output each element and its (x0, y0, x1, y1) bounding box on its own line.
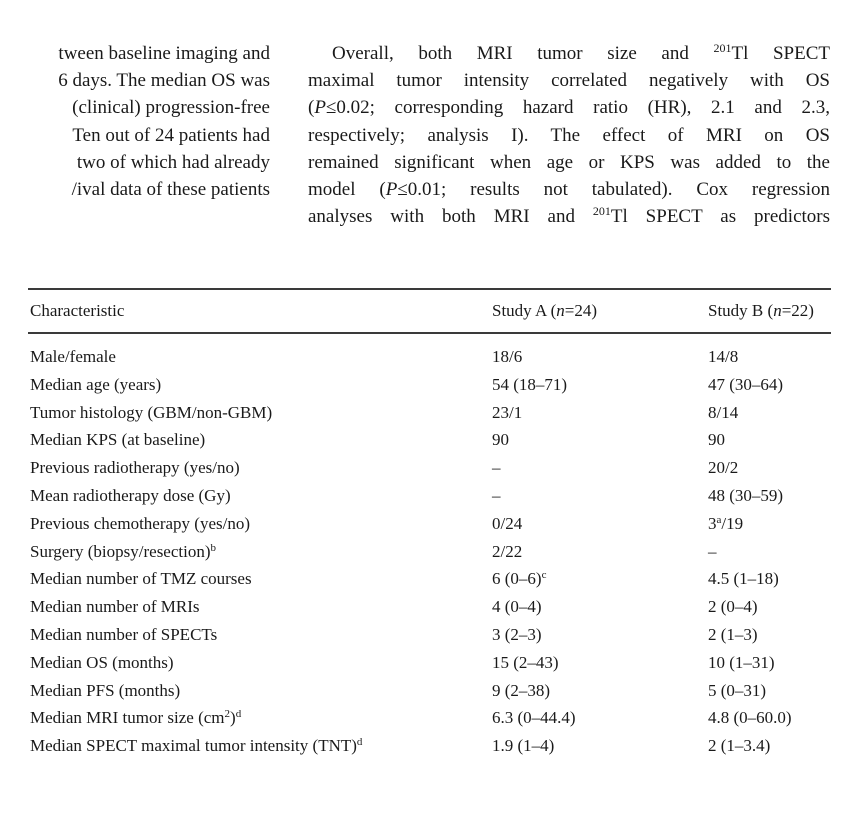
characteristic-text: Surgery (biopsy/resection) (30, 541, 211, 561)
row-characteristic (30, 706, 241, 730)
cell-text: 8/14 (708, 402, 739, 422)
left-text-line: /ival data of these patients (71, 179, 270, 201)
row-characteristic (30, 401, 272, 425)
cell-text: 2 (1–3) (708, 625, 758, 644)
table-row (0, 345, 860, 369)
text-run: ≤0.02; corresponding hazard ratio (HR), 2.1 and 2.3, (325, 97, 830, 119)
row-study-a-value (492, 373, 567, 397)
table-row (0, 679, 860, 703)
row-study-a-value (492, 651, 559, 675)
row-study-b-value (708, 428, 725, 452)
table-row (0, 623, 860, 647)
footnote-marker: a (716, 513, 722, 526)
text-run: Overall, both MRI tumor size and (332, 43, 714, 64)
row-study-b-value (708, 345, 738, 369)
cell-text: 10 (1–31) (708, 652, 775, 672)
header-study-b (708, 299, 814, 323)
cell-text: 47 (30–64) (708, 374, 784, 394)
row-characteristic (30, 595, 200, 619)
row-study-b-value (708, 373, 783, 397)
characteristic-text: Median number of SPECTs (30, 625, 218, 644)
text-run: Study A ( (492, 301, 557, 320)
row-study-a-value (492, 456, 501, 480)
text-run: Tl SPECT as predictors (610, 206, 830, 228)
characteristic-text: Median MRI tumor size (cm (30, 708, 225, 728)
characteristic-text: Median number of TMZ courses (30, 569, 252, 589)
left-text-line: (clinical) progression-free (72, 97, 270, 119)
left-text-line: Ten out of 24 patients had (72, 124, 270, 146)
text-run: Study B ( (708, 301, 774, 320)
cell-text: 2 (1–3.4) (708, 736, 771, 756)
row-study-a-value (492, 345, 522, 369)
row-characteristic (30, 540, 216, 564)
row-characteristic (30, 567, 252, 591)
cell-text: 23/1 (492, 402, 523, 422)
header-study-a (492, 299, 597, 323)
table-row (0, 401, 860, 425)
row-study-b-value (708, 567, 779, 591)
row-study-a-value (492, 540, 522, 564)
table-row (0, 428, 860, 452)
cell-text: – (492, 486, 501, 505)
right-text-line (308, 203, 830, 230)
table-row (0, 512, 860, 536)
text-run: =22) (781, 301, 814, 320)
row-characteristic (30, 345, 116, 369)
cell-text: 0/24 (492, 513, 523, 533)
table-row (0, 706, 860, 730)
row-study-b-value (708, 706, 792, 730)
row-characteristic (30, 428, 205, 452)
table-row (0, 456, 860, 480)
cell-text: – (492, 458, 501, 478)
text-run: =24) (564, 301, 597, 320)
cell-text: 18/6 (492, 347, 523, 366)
cell-text: 6.3 (0–44.4) (492, 708, 576, 728)
p-symbol: P (314, 97, 326, 119)
cell-text: 54 (18–71) (492, 374, 568, 394)
left-text-line: two of which had already (76, 151, 270, 173)
footnote-marker: d (356, 736, 363, 749)
text-run: ≤0.01; results not tabulated). Cox regression (397, 179, 830, 201)
row-characteristic (30, 456, 240, 480)
characteristic-text: Median SPECT maximal tumor intensity (TNT) (30, 736, 357, 756)
row-study-b-value (708, 484, 783, 508)
cell-text: 2 (0–4) (708, 597, 758, 617)
row-study-b-value (708, 623, 758, 647)
row-characteristic (30, 623, 217, 647)
right-text-line: maximal tumor intensity correlated negatively with OS (308, 70, 830, 92)
n-symbol: n (773, 301, 782, 320)
p-symbol: P (385, 179, 398, 201)
footnote-marker: 2 (224, 708, 231, 721)
row-study-b-value (708, 540, 717, 564)
row-study-a-value (492, 595, 542, 619)
header-characteristic: Characteristic (30, 301, 125, 320)
row-characteristic (30, 651, 174, 675)
text-run: Tl SPECT (731, 43, 830, 64)
cell-text: 3 (2–3) (492, 625, 542, 644)
footnote-marker: d (235, 708, 242, 721)
cell-text: 90 (708, 430, 725, 450)
text-run: analyses with both MRI and (308, 206, 593, 228)
right-text-line: respectively; analysis I). The effect of MRI on OS (308, 124, 830, 146)
row-study-a-value (492, 679, 550, 703)
table-top-rule (28, 288, 831, 290)
characteristic-text: ) (230, 708, 236, 728)
cell-text: 6 (0–6) (492, 569, 542, 589)
cell-text: 48 (30–59) (708, 486, 784, 505)
characteristic-text: Mean radiotherapy dose (Gy) (30, 486, 231, 505)
cell-text: /19 (721, 513, 744, 533)
table-row (0, 595, 860, 619)
table-row (0, 651, 860, 675)
cell-text: 14/8 (708, 347, 739, 366)
row-study-a-value (492, 706, 576, 730)
table-row (0, 373, 860, 397)
table-header-row (0, 299, 860, 323)
cell-text: 4 (0–4) (492, 597, 542, 617)
cell-text: 3 (708, 513, 717, 533)
table-header-rule (28, 332, 831, 334)
cell-text: 9 (2–38) (492, 680, 551, 700)
row-study-b-value (708, 651, 775, 675)
table-row (0, 540, 860, 564)
cell-text: 4.5 (1–18) (708, 569, 779, 589)
right-text-line: remained significant when age or KPS was added to the (308, 151, 830, 173)
table-row (0, 567, 860, 591)
row-study-b-value (708, 679, 766, 703)
row-study-a-value (492, 512, 522, 536)
row-study-a-value (492, 484, 501, 508)
characteristic-text: Median number of MRIs (30, 597, 200, 617)
right-text-line (308, 94, 830, 121)
characteristic-text: Previous chemotherapy (yes/no) (30, 513, 250, 533)
n-symbol: n (556, 301, 565, 320)
text-run: ( (308, 97, 315, 119)
cell-text: 5 (0–31) (708, 680, 767, 700)
row-study-a-value (492, 567, 546, 591)
isotope-superscript: 201 (592, 204, 611, 219)
cell-text: 4.8 (0–60.0) (708, 708, 792, 728)
isotope-superscript: 201 (713, 41, 732, 55)
row-study-b-value (708, 734, 770, 758)
row-characteristic (30, 679, 180, 703)
characteristic-text: Median age (years) (30, 374, 162, 394)
row-study-a-value (492, 734, 554, 758)
characteristic-text: Tumor histology (GBM/non-GBM) (30, 402, 273, 422)
row-characteristic (30, 373, 161, 397)
row-study-b-value (708, 595, 758, 619)
characteristic-text: Median OS (months) (30, 652, 174, 672)
cell-text: 15 (2–43) (492, 652, 559, 672)
row-study-b-value (708, 401, 738, 425)
right-text-column (308, 40, 830, 230)
row-study-a-value (492, 623, 542, 647)
footnote-marker: b (210, 541, 217, 554)
row-study-b-value (708, 512, 743, 536)
row-study-b-value (708, 456, 738, 480)
text-run: model ( (308, 179, 386, 201)
left-text-line: 6 days. The median OS was (58, 70, 270, 92)
characteristic-text: Previous radiotherapy (yes/no) (30, 458, 240, 478)
right-text-line (308, 40, 830, 67)
row-characteristic (30, 734, 362, 758)
row-characteristic (30, 512, 250, 536)
left-text-line: tween baseline imaging and (58, 43, 270, 64)
footnote-marker: c (541, 569, 547, 582)
cell-text: 20/2 (708, 458, 739, 478)
characteristic-text: Male/female (30, 347, 116, 366)
cell-text: 1.9 (1–4) (492, 736, 555, 756)
cell-text: 90 (492, 430, 509, 450)
right-text-line (308, 176, 830, 203)
row-study-a-value (492, 401, 522, 425)
row-study-a-value (492, 428, 509, 452)
characteristic-text: Median KPS (at baseline) (30, 430, 206, 450)
left-text-column (0, 40, 270, 203)
table-row (0, 734, 860, 758)
row-characteristic (30, 484, 231, 508)
characteristic-text: Median PFS (months) (30, 680, 181, 700)
cell-text: – (708, 541, 717, 561)
cell-text: 2/22 (492, 541, 523, 561)
table-row (0, 484, 860, 508)
